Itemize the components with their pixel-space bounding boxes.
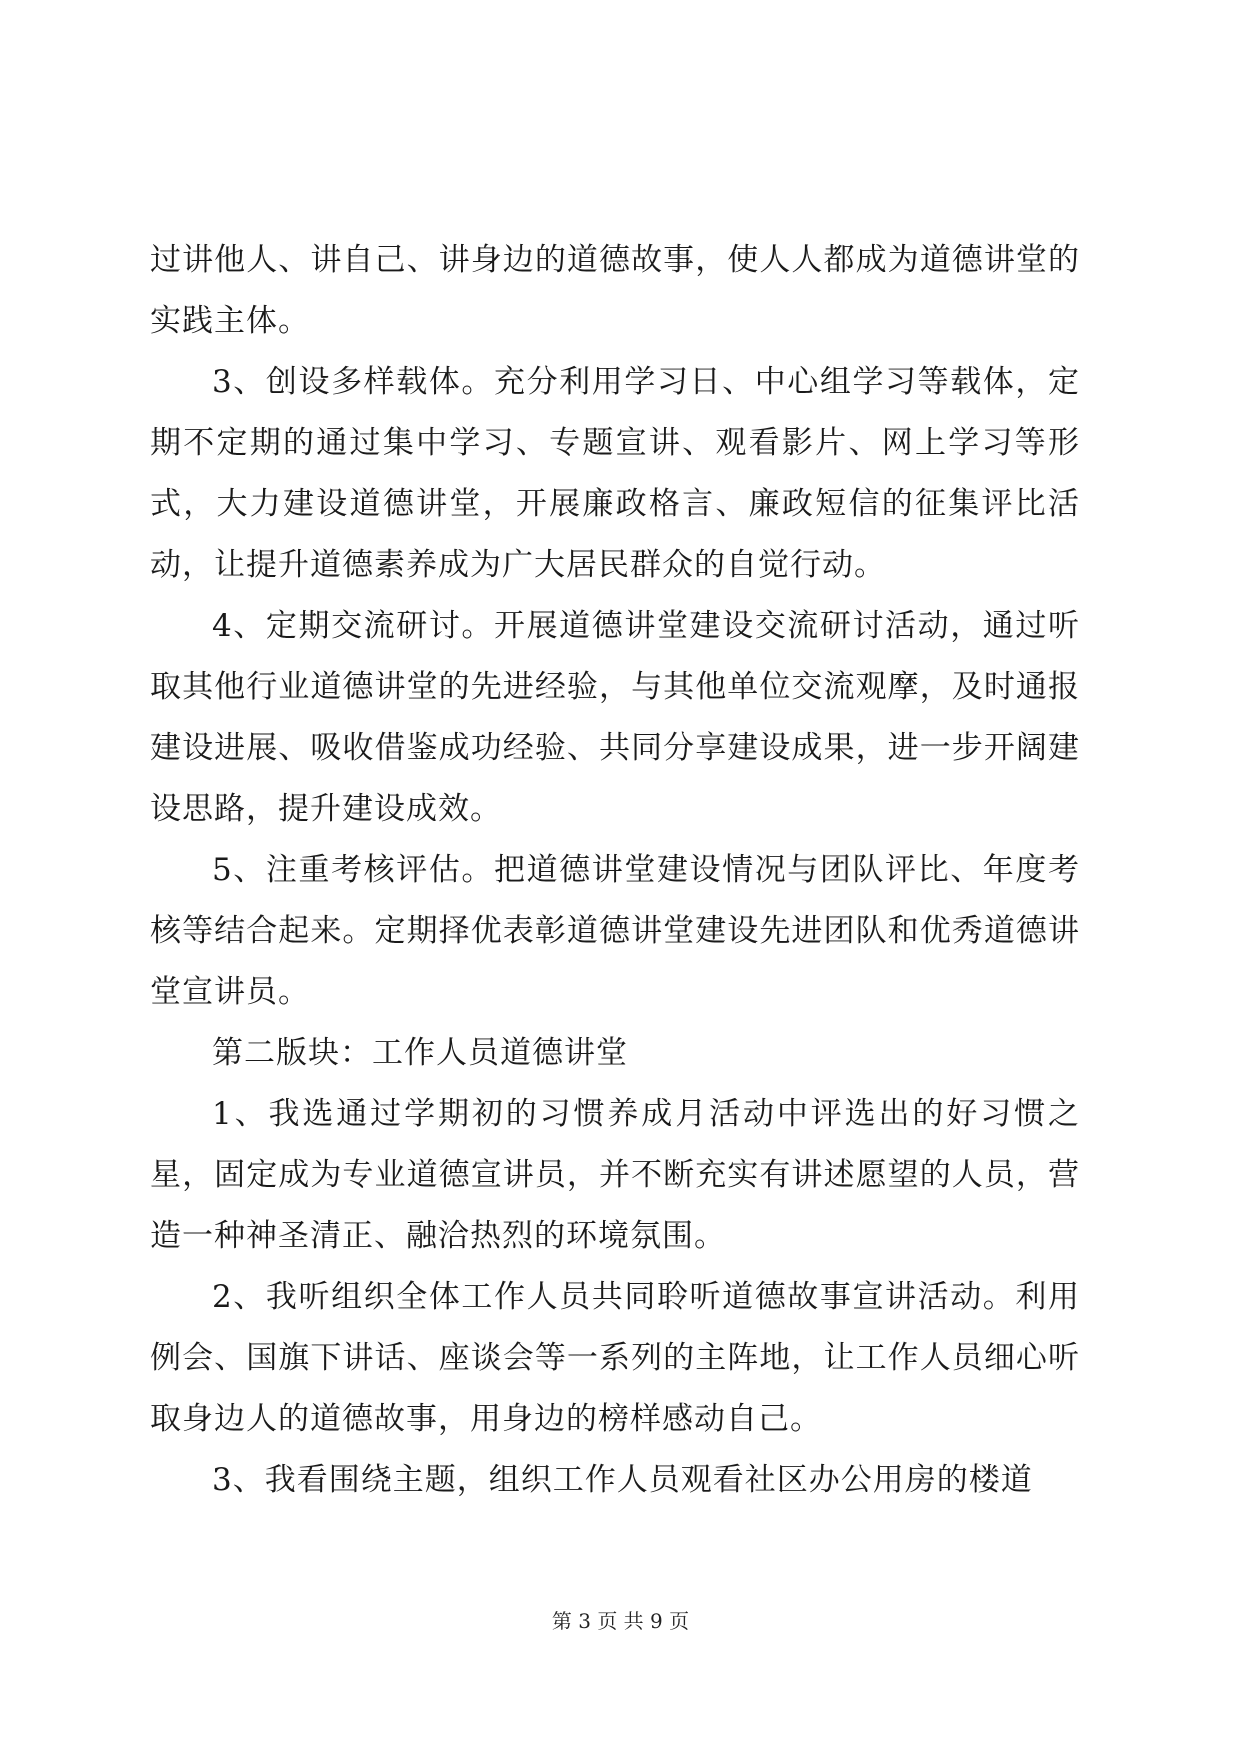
section-heading: 第二版块：工作人员道德讲堂 bbox=[212, 1035, 628, 1071]
document-body bbox=[150, 230, 1080, 1511]
paragraph-7: 3、我看围绕主题，组织工作人员观看社区办公用房的楼道 bbox=[212, 1462, 1033, 1498]
paragraph-2: 3、创设多样载体。充分利用学习日、中心组学习等载体，定期不定期的通过集中学习、专题宣讲、观看影片、网上学习等形式，大力建设道德讲堂，开展廉政格言、廉政短信的征集评比活动，让提升道德素养成为广大居民群众的自觉行动。 bbox=[150, 364, 1080, 583]
paragraph-6: 2、我听组织全体工作人员共同聆听道德故事宣讲活动。利用例会、国旗下讲话、座谈会等一系列的主阵地，让工作人员细心听取身边人的道德故事，用身边的榜样感动自己。 bbox=[150, 1279, 1080, 1437]
paragraph-3: 4、定期交流研讨。开展道德讲堂建设交流研讨活动，通过听取其他行业道德讲堂的先进经验，与其他单位交流观摩，及时通报建设进展、吸收借鉴成功经验、共同分享建设成果，进一步开阔建设思路，提升建设成效。 bbox=[150, 608, 1080, 827]
paragraph-1: 过讲他人、讲自己、讲身边的道德故事，使人人都成为道德讲堂的实践主体。 bbox=[150, 242, 1080, 339]
paragraph-5: 1、我选通过学期初的习惯养成月活动中评选出的好习惯之星，固定成为专业道德宣讲员，并不断充实有讲述愿望的人员，营造一种神圣清正、融洽热烈的环境氛围。 bbox=[150, 1096, 1080, 1254]
paragraph-4: 5、注重考核评估。把道德讲堂建设情况与团队评比、年度考核等结合起来。定期择优表彰道德讲堂建设先进团队和优秀道德讲堂宣讲员。 bbox=[150, 852, 1080, 1010]
page-footer: 第 3 页 共 9 页 bbox=[551, 1609, 690, 1633]
